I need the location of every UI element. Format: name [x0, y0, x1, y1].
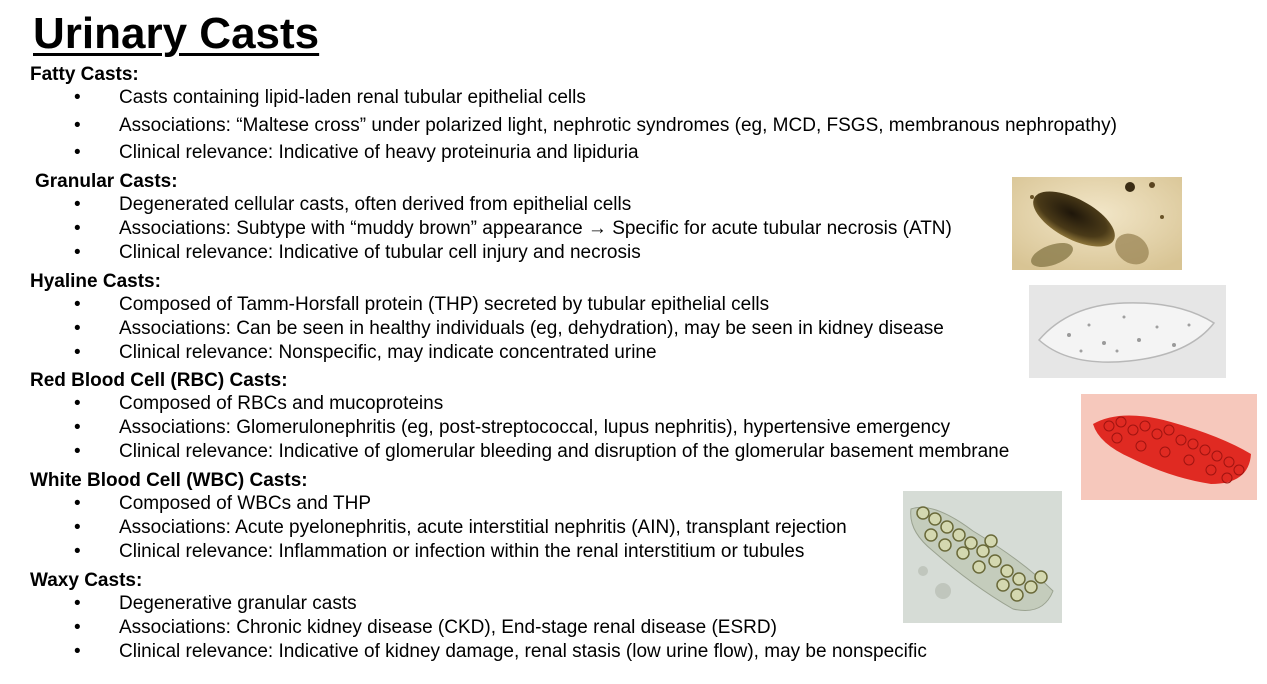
list-item: [0, 516, 1267, 540]
list-item-text: Composed of WBCs and THP: [119, 493, 372, 514]
list-item-text: Associations: Chronic kidney disease (CKD), End-stage renal disease (ESRD): [119, 617, 777, 638]
wbc-cast-micrograph: [903, 491, 1062, 623]
section-heading-wbc-casts: White Blood Cell (WBC) Casts:: [30, 470, 308, 491]
bullet-icon: •: [74, 87, 81, 108]
list-item: [0, 141, 1267, 165]
list-item: [0, 440, 1267, 464]
bullet-icon: •: [74, 342, 81, 363]
bullet-icon: •: [74, 194, 81, 215]
bullet-icon: •: [74, 142, 81, 163]
list-item-text: Associations: Acute pyelonephritis, acute interstitial nephritis (AIN), transplant rejection: [119, 517, 847, 538]
list-item-text: Composed of Tamm-Horsfall protein (THP) secreted by tubular epithelial cells: [119, 294, 770, 315]
section-heading-waxy-casts: Waxy Casts:: [30, 570, 143, 591]
bullet-icon: •: [74, 441, 81, 462]
bullet-icon: •: [74, 541, 81, 562]
list-item: [0, 86, 1267, 110]
section-heading-granular-casts: Granular Casts:: [35, 171, 178, 192]
section-heading-rbc-casts: Red Blood Cell (RBC) Casts:: [30, 370, 288, 391]
list-item-text: Composed of RBCs and mucoproteins: [119, 393, 444, 414]
list-item-text: Clinical relevance: Indicative of glomerular bleeding and disruption of the glomerular basement membrane: [119, 441, 1010, 462]
bullet-icon: •: [74, 218, 81, 239]
bullet-icon: •: [74, 493, 81, 514]
page-title: Urinary Casts: [33, 9, 320, 58]
list-item-text: Clinical relevance: Indicative of tubular cell injury and necrosis: [119, 242, 641, 263]
section-heading-fatty-casts: Fatty Casts:: [30, 64, 139, 85]
rbc-cast-micrograph: [1081, 394, 1257, 500]
bullet-icon: •: [74, 641, 81, 662]
list-item: [0, 392, 1267, 416]
bullet-icon: •: [74, 393, 81, 414]
list-item-text: Degenerative granular casts: [119, 593, 357, 614]
list-item-text: Associations: Subtype with “muddy brown” appearance → Specific for acute tubular necrosis (ATN): [119, 218, 952, 239]
bullet-icon: •: [74, 115, 81, 136]
list-item: [0, 416, 1267, 440]
list-item: [0, 592, 1267, 616]
list-item-text: Clinical relevance: Inflammation or infection within the renal interstitium or tubules: [119, 541, 805, 562]
bullet-icon: •: [74, 318, 81, 339]
bullet-icon: •: [74, 617, 81, 638]
bullet-icon: •: [74, 242, 81, 263]
bullet-icon: •: [74, 417, 81, 438]
list-item-text: Associations: Can be seen in healthy individuals (eg, dehydration), may be seen in kidney disease: [119, 318, 944, 339]
list-item-text: Clinical relevance: Indicative of kidney damage, renal stasis (low urine flow), may be nonspecific: [119, 641, 927, 662]
list-item-text: Associations: “Maltese cross” under polarized light, nephrotic syndromes (eg, MCD, FSGS, membranous nephropathy): [119, 115, 1117, 136]
list-item-text: Clinical relevance: Nonspecific, may indicate concentrated urine: [119, 342, 657, 363]
list-item: [0, 640, 1267, 664]
list-item: [0, 492, 1267, 516]
list-item: [0, 540, 1267, 564]
hyaline-cast-micrograph: [1029, 285, 1226, 378]
list-item: [0, 114, 1267, 138]
list-item: [0, 616, 1267, 640]
bullet-icon: •: [74, 517, 81, 538]
list-item-text: Associations: Glomerulonephritis (eg, post-streptococcal, lupus nephritis), hypertensive emergency: [119, 417, 951, 438]
bullet-icon: •: [74, 294, 81, 315]
section-heading-hyaline-casts: Hyaline Casts:: [30, 271, 161, 292]
granular-cast-micrograph: [1012, 177, 1182, 270]
bullet-icon: •: [74, 593, 81, 614]
list-item-text: Degenerated cellular casts, often derived from epithelial cells: [119, 194, 632, 215]
list-item-text: Casts containing lipid-laden renal tubular epithelial cells: [119, 87, 586, 108]
list-item-text: Clinical relevance: Indicative of heavy proteinuria and lipiduria: [119, 142, 639, 163]
